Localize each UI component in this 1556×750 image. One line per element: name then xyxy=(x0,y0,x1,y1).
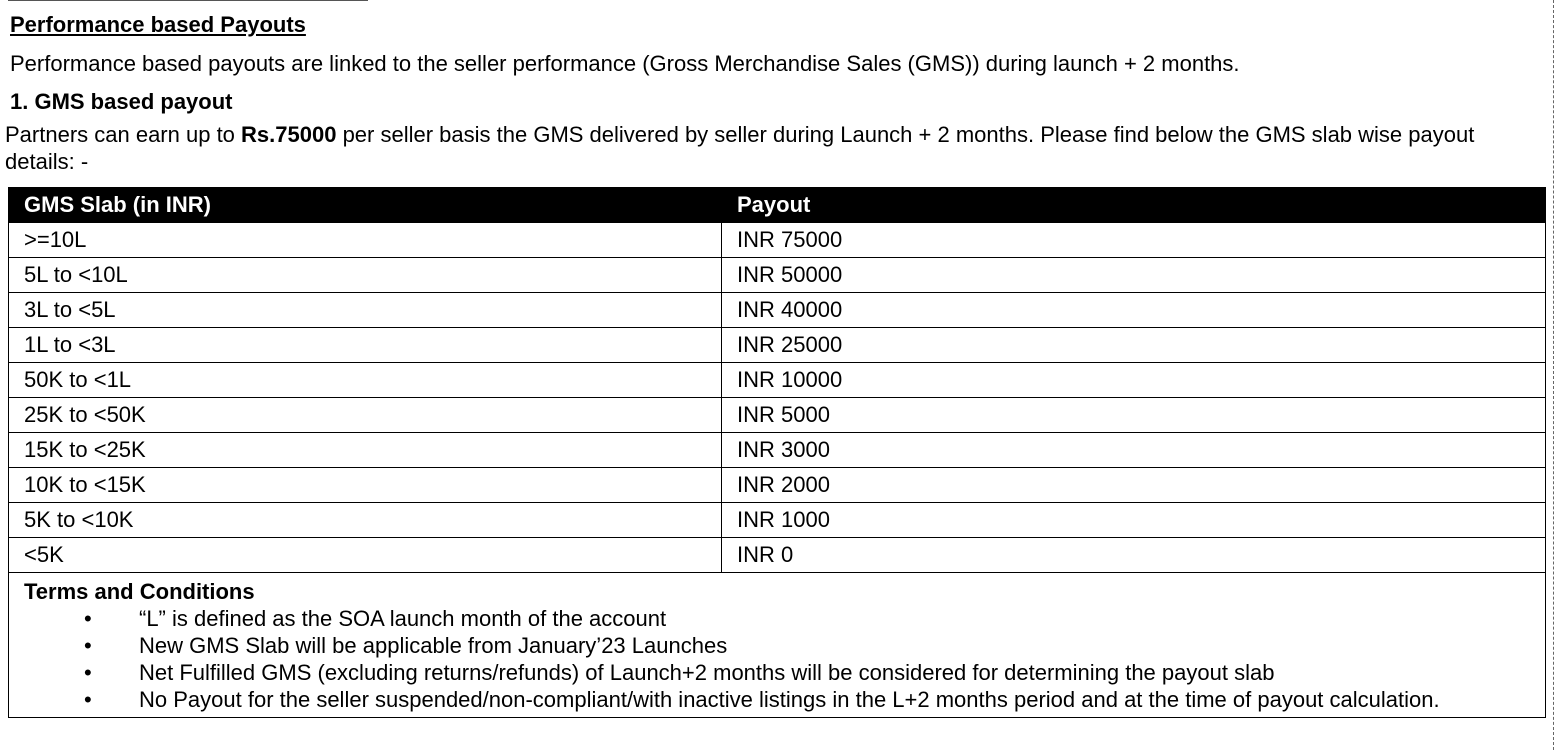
intro-paragraph: Performance based payouts are linked to the seller performance (Gross Merchandise Sales (GMS)) during launch + 2 months. xyxy=(10,51,1240,76)
description-post: per seller basis the GMS delivered by seller during Launch + 2 months. Please find below the GMS slab wise payout details: - xyxy=(5,122,1475,174)
slab-cell: 10K to <15K xyxy=(9,468,722,503)
term-text: “L” is defined as the SOA launch month of the account xyxy=(139,606,667,631)
slab-cell: 25K to <50K xyxy=(9,398,722,433)
terms-cell xyxy=(9,573,1546,718)
terms-row xyxy=(9,573,1546,718)
table-row xyxy=(9,223,1546,258)
payout-cell: INR 2000 xyxy=(722,468,1546,503)
payout-cell: INR 5000 xyxy=(722,398,1546,433)
table-header-row xyxy=(9,188,1546,223)
payout-cell: INR 50000 xyxy=(722,258,1546,293)
slab-cell: 1L to <3L xyxy=(9,328,722,363)
max-payout-amount: Rs.75000 xyxy=(241,122,337,147)
description-pre: Partners can earn up to xyxy=(5,122,242,147)
header-payout: Payout xyxy=(722,188,1546,223)
slab-cell: 5L to <10L xyxy=(9,258,722,293)
slab-cell: 3L to <5L xyxy=(9,293,722,328)
payout-cell: INR 0 xyxy=(722,538,1546,573)
bullet-icon: • xyxy=(84,687,92,712)
payout-cell: INR 75000 xyxy=(722,223,1546,258)
payout-cell: INR 25000 xyxy=(722,328,1546,363)
slab-cell: 5K to <10K xyxy=(9,503,722,538)
top-divider xyxy=(8,0,368,1)
terms-list xyxy=(24,605,1535,713)
list-item xyxy=(84,686,1535,713)
slab-cell: <5K xyxy=(9,538,722,573)
list-item xyxy=(84,632,1535,659)
list-item xyxy=(84,659,1535,686)
payout-cell: INR 1000 xyxy=(722,503,1546,538)
table-row xyxy=(9,468,1546,503)
table-row xyxy=(9,398,1546,433)
page-edge-dashed-line xyxy=(1553,0,1554,750)
gms-slab-table xyxy=(8,187,1546,718)
table-row xyxy=(9,503,1546,538)
payout-cell: INR 40000 xyxy=(722,293,1546,328)
slab-cell: 50K to <1L xyxy=(9,363,722,398)
table-row xyxy=(9,538,1546,573)
payout-cell: INR 3000 xyxy=(722,433,1546,468)
table-row xyxy=(9,258,1546,293)
term-text: Net Fulfilled GMS (excluding returns/refunds) of Launch+2 months will be considered for determining the payout slab xyxy=(139,660,1275,685)
payout-cell: INR 10000 xyxy=(722,363,1546,398)
term-text: No Payout for the seller suspended/non-compliant/with inactive listings in the L+2 months period and at the time of payout calculation. xyxy=(139,687,1440,712)
term-text: New GMS Slab will be applicable from January’23 Launches xyxy=(139,633,728,658)
description-paragraph xyxy=(5,121,1550,175)
section-title-gms-payout: 1. GMS based payout xyxy=(10,89,233,114)
terms-title: Terms and Conditions xyxy=(24,579,255,604)
slab-cell: >=10L xyxy=(9,223,722,258)
table-row xyxy=(9,433,1546,468)
list-item xyxy=(84,605,1535,632)
bullet-icon: • xyxy=(84,606,92,631)
bullet-icon: • xyxy=(84,660,92,685)
table-row xyxy=(9,293,1546,328)
page-heading: Performance based Payouts xyxy=(10,12,306,37)
header-gms-slab: GMS Slab (in INR) xyxy=(9,188,722,223)
table-row xyxy=(9,363,1546,398)
table-row xyxy=(9,328,1546,363)
bullet-icon: • xyxy=(84,633,92,658)
slab-cell: 15K to <25K xyxy=(9,433,722,468)
